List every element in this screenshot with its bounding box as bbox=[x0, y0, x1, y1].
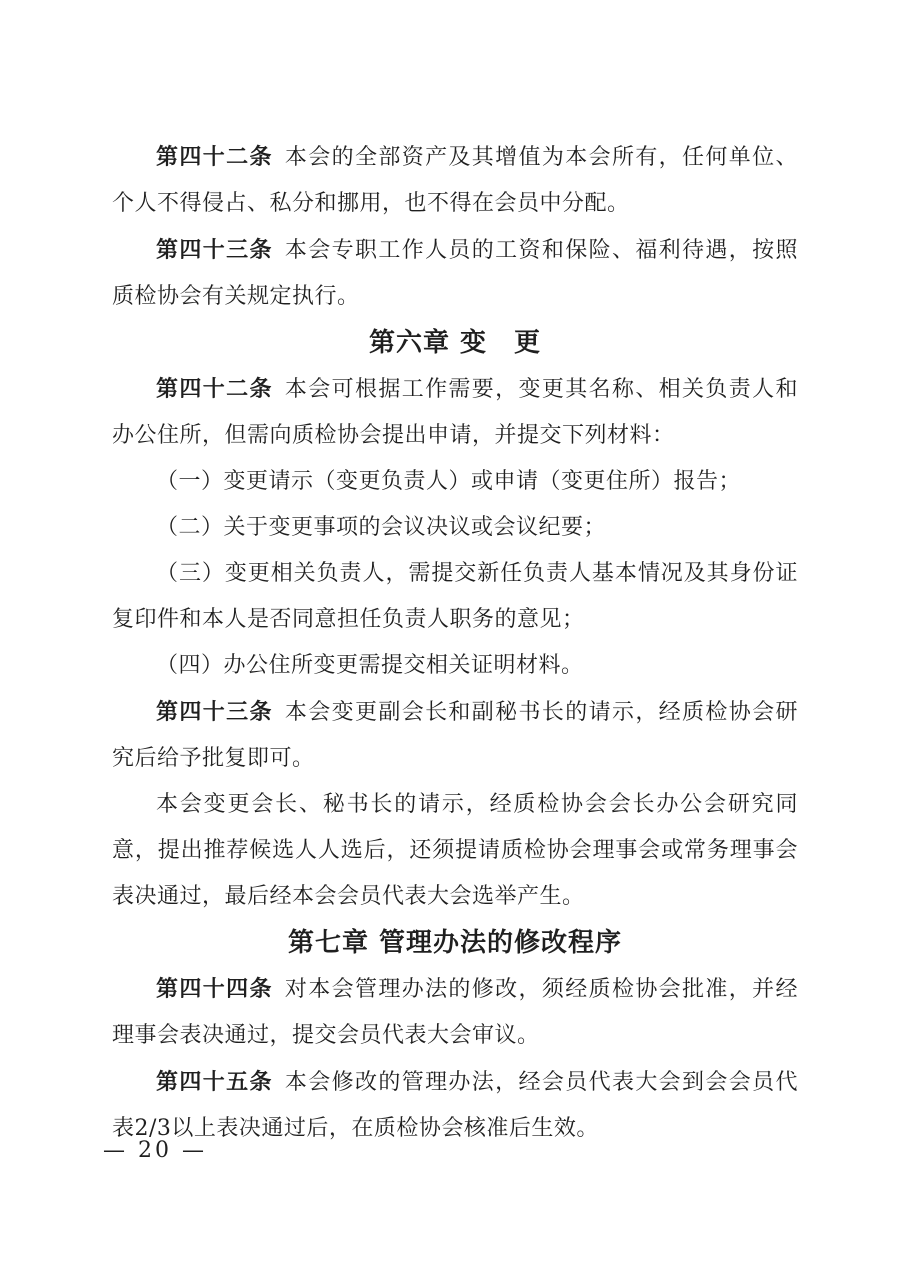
article-paragraph-45 bbox=[112, 1059, 798, 1152]
article-number-label: 第四十三条 bbox=[156, 237, 273, 263]
article-text: 本会变更副会长和副秘书长的请示，经质检协会研究后给予批复即可。 bbox=[112, 700, 798, 771]
article-number-label: 第四十四条 bbox=[156, 976, 273, 1002]
article-paragraph-42a bbox=[112, 134, 798, 227]
article-text: 本会可根据工作需要，变更其名称、相关负责人和办公住所，但需向质检协会提出申请，并提交下列材料： bbox=[112, 377, 798, 448]
page-number: — 20 — bbox=[103, 1138, 207, 1163]
article-number-label: 第四十二条 bbox=[156, 376, 273, 402]
list-item-4: （四）办公住所变更需提交相关证明材料。 bbox=[156, 653, 584, 678]
article-paragraph-42b bbox=[112, 366, 798, 459]
article-text: 本会的全部资产及其增值为本会所有，任何单位、个人不得侵占、私分和挪用，也不得在会员中分配。 bbox=[112, 145, 798, 216]
article-text: 本会专职工作人员的工资和保险、福利待遇，按照质检协会有关规定执行。 bbox=[112, 238, 798, 309]
article-paragraph-44 bbox=[112, 966, 798, 1059]
list-item-2: （二）关于变更事项的会议决议或会议纪要； bbox=[156, 515, 607, 540]
article-text: 本会修改的管理办法，经会员代表大会到会会员代表2/3以上表决通过后，在质检协会核准后生效。 bbox=[112, 1070, 798, 1141]
chapter-heading-6: 第六章 变 更 bbox=[368, 328, 542, 358]
article-text: 对本会管理办法的修改，须经质检协会批准，并经理事会表决通过，提交会员代表大会审议。 bbox=[112, 977, 798, 1048]
chapter-heading-7: 第七章 管理办法的修改程序 bbox=[287, 928, 623, 958]
article-paragraph-43a bbox=[112, 227, 798, 320]
list-item-1: （一）变更请示（变更负责人）或申请（变更住所）报告； bbox=[156, 469, 742, 494]
list-item-3: （三）变更相关负责人，需提交新任负责人基本情况及其身份证复印件和本人是否同意担任负责人职务的意见； bbox=[112, 561, 798, 632]
article-number-label: 第四十三条 bbox=[156, 699, 273, 725]
article-number-label: 第四十五条 bbox=[156, 1069, 273, 1095]
document-body bbox=[112, 134, 798, 1152]
article-paragraph-43b bbox=[112, 689, 798, 782]
continuation-paragraph: 本会变更会长、秘书长的请示，经质检协会会长办公会研究同意，提出推荐候选人人选后，还须提请质检协会理事会或常务理事会表决通过，最后经本会会员代表大会选举产生。 bbox=[112, 792, 798, 909]
article-number-label: 第四十二条 bbox=[156, 144, 273, 170]
